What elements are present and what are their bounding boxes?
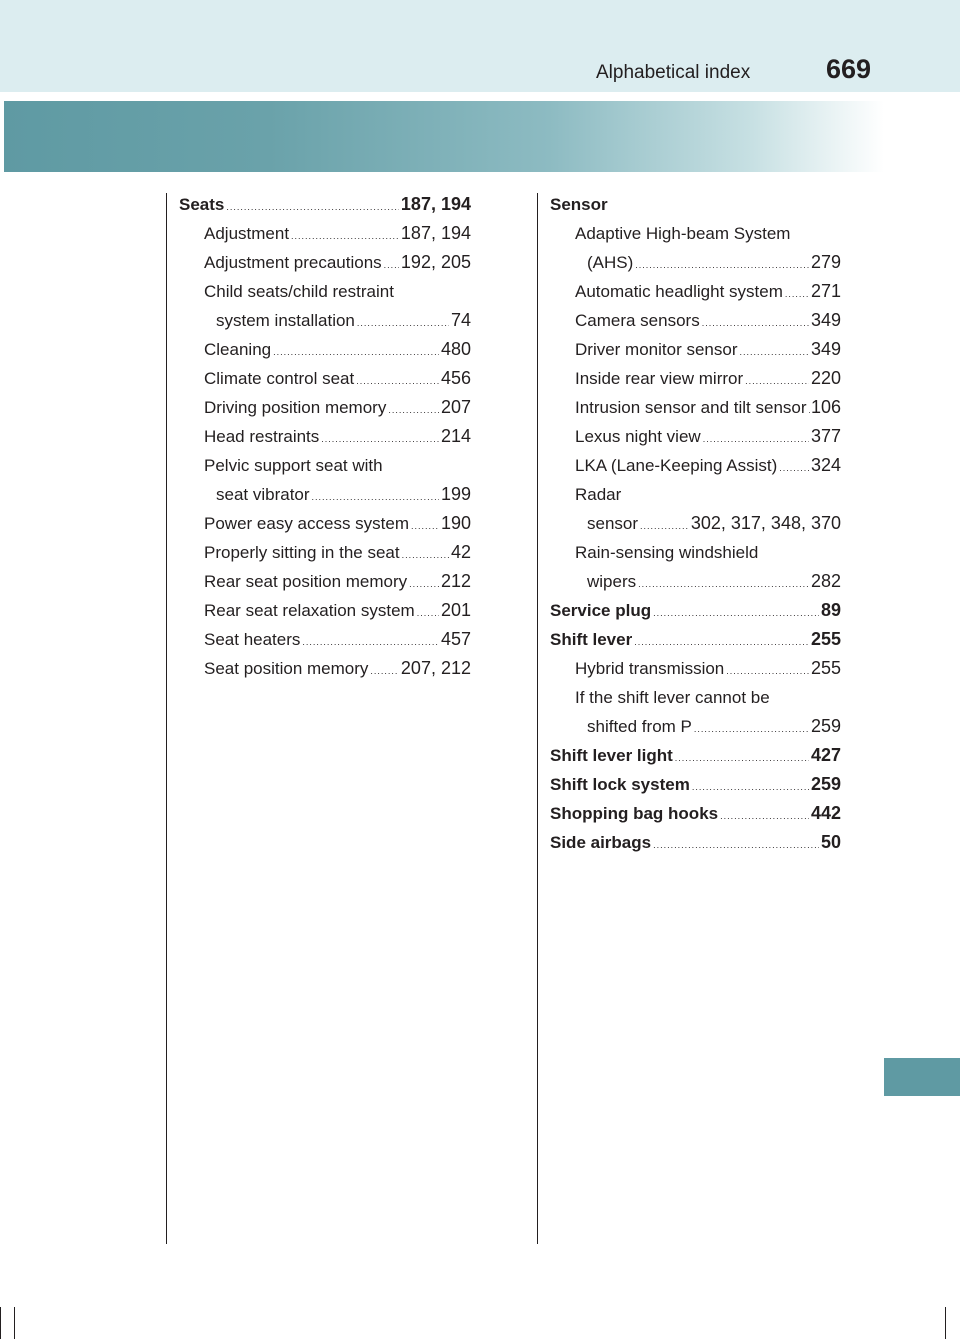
dot-leader [740, 338, 809, 367]
index-entry-label: Head restraints [204, 427, 320, 446]
index-entry-label: seat vibrator [216, 485, 310, 504]
index-entry-heading: Rain-sensing windshield [575, 543, 759, 562]
index-entry-page[interactable]: 106 [810, 397, 841, 417]
index-entry-label: Shopping bag hooks [550, 804, 719, 823]
index-entry-page[interactable]: 214 [440, 426, 471, 446]
index-entry-page[interactable]: 456 [440, 368, 471, 388]
dot-leader [634, 628, 809, 657]
index-entry [550, 596, 841, 625]
dot-leader [638, 570, 809, 599]
index-entry-page[interactable]: 187, 194 [400, 223, 471, 243]
index-entry-page[interactable]: 50 [820, 832, 841, 852]
index-entry-label: Lexus night view [575, 427, 701, 446]
index-entry-label: Rear seat position memory [204, 572, 408, 591]
index-entry-label: Seats [179, 195, 225, 214]
index-entry [179, 190, 471, 219]
dot-leader [402, 541, 449, 570]
index-entry-heading: Child seats/child restraint [204, 282, 394, 301]
dot-leader [370, 657, 399, 686]
dot-leader [653, 599, 819, 628]
index-entry-page[interactable]: 207, 212 [400, 658, 471, 678]
header-band [0, 0, 960, 92]
dot-leader [417, 599, 439, 628]
dot-leader [720, 802, 809, 831]
index-entry-page[interactable]: 442 [810, 803, 841, 823]
index-entry [179, 422, 471, 451]
index-entry-heading: Pelvic support seat with [204, 456, 383, 475]
index-entry [550, 654, 841, 683]
index-entry-page[interactable]: 427 [810, 745, 841, 765]
index-entry-label: Automatic headlight system [575, 282, 783, 301]
section-title: Alphabetical index [596, 62, 751, 83]
dot-leader [356, 367, 439, 396]
dot-leader [384, 251, 399, 280]
dot-leader [302, 628, 439, 657]
index-entry [550, 422, 841, 451]
section-thumb-tab [884, 1058, 960, 1096]
index-entry-heading: Sensor [550, 195, 608, 214]
dot-leader [703, 425, 809, 454]
index-entry-label: system installation [216, 311, 355, 330]
index-entry [179, 480, 471, 509]
index-entry-page[interactable]: 457 [440, 629, 471, 649]
index-entry-page[interactable]: 255 [810, 629, 841, 649]
index-entry-label: Shift lever [550, 630, 633, 649]
page-number: 669 [826, 54, 872, 84]
index-entry [179, 364, 471, 393]
dot-leader [702, 309, 809, 338]
index-column-right [550, 190, 841, 857]
index-entry-label: Shift lever light [550, 746, 673, 765]
index-entry-label: (AHS) [587, 253, 634, 272]
index-entry-label: Driving position memory [204, 398, 387, 417]
index-entry-page[interactable]: 377 [810, 426, 841, 446]
index-entry-heading: Adaptive High-beam System [575, 224, 791, 243]
index-entry [550, 712, 841, 741]
index-entry [550, 364, 841, 393]
index-entry-page[interactable]: 212 [440, 571, 471, 591]
index-entry-label: wipers [587, 572, 637, 591]
index-entry-label: LKA (Lane-Keeping Assist) [575, 456, 778, 475]
index-entry-page[interactable]: 324 [810, 455, 841, 475]
index-entry [550, 335, 841, 364]
index-entry [550, 828, 841, 857]
dot-leader [312, 483, 439, 512]
dot-leader [779, 454, 809, 483]
index-entry [179, 393, 471, 422]
index-entry-label: Cleaning [204, 340, 272, 359]
index-entry-label: Power easy access system [204, 514, 410, 533]
index-entry-page[interactable]: 271 [810, 281, 841, 301]
dot-leader [675, 744, 809, 773]
dot-leader [653, 831, 819, 860]
index-entry-label: Adjustment precautions [204, 253, 382, 272]
index-entry [550, 741, 841, 770]
index-entry [179, 596, 471, 625]
index-entry [550, 567, 841, 596]
column-divider-left [166, 193, 167, 1244]
index-entry [550, 393, 841, 422]
index-entry-label: sensor [587, 514, 639, 533]
index-entry [550, 625, 841, 654]
index-entry-page[interactable]: 192, 205 [400, 252, 471, 272]
dot-leader [640, 512, 689, 541]
index-entry [550, 770, 841, 799]
index-entry-page[interactable]: 190 [440, 513, 471, 533]
dot-leader [745, 367, 809, 396]
index-entry-heading: Radar [575, 485, 622, 504]
index-entry-label: Climate control seat [204, 369, 355, 388]
index-entry [179, 509, 471, 538]
section-banner [4, 101, 884, 172]
dot-leader [226, 193, 399, 222]
index-entry [179, 219, 471, 248]
index-entry-label: Service plug [550, 601, 652, 620]
index-entry-page[interactable]: 259 [810, 774, 841, 794]
dot-leader [357, 309, 449, 338]
index-entry-page[interactable]: 187, 194 [400, 194, 471, 214]
index-entry-page[interactable]: 480 [440, 339, 471, 359]
index-entry-label: Properly sitting in the seat [204, 543, 400, 562]
index-entry [550, 306, 841, 335]
index-entry-page[interactable]: 89 [820, 600, 841, 620]
index-entry-label: Camera sensors [575, 311, 700, 330]
index-entry [179, 654, 471, 683]
dot-leader [409, 570, 439, 599]
dot-leader [692, 773, 809, 802]
index-entry-page[interactable]: 74 [450, 310, 471, 330]
index-entry-label: Driver monitor sensor [575, 340, 738, 359]
dot-leader [291, 222, 399, 251]
index-entry-page[interactable]: 279 [810, 252, 841, 272]
crop-mark [0, 1307, 1, 1339]
index-entry [550, 799, 841, 828]
column-divider-middle [537, 193, 538, 1244]
index-entry-page[interactable]: 349 [810, 339, 841, 359]
index-entry-page[interactable]: 259 [810, 716, 841, 736]
index-entry-page[interactable]: 302, 317, 348, 370 [690, 513, 841, 533]
dot-leader [321, 425, 439, 454]
dot-leader [388, 396, 439, 425]
index-entry [550, 277, 841, 306]
index-entry-label: Rear seat relaxation system [204, 601, 415, 620]
index-entry [179, 248, 471, 277]
dot-leader [694, 715, 809, 744]
index-entry-label: Seat heaters [204, 630, 301, 649]
index-entry-heading: If the shift lever cannot be [575, 688, 770, 707]
index-entry-page[interactable]: 201 [440, 600, 471, 620]
index-entry-page[interactable]: 199 [440, 484, 471, 504]
index-entry-label: Intrusion sensor and tilt sensor [575, 398, 807, 417]
index-entry [179, 567, 471, 596]
index-entry [550, 451, 841, 480]
index-entry [179, 538, 471, 567]
index-entry [179, 335, 471, 364]
index-entry-page[interactable]: 255 [810, 658, 841, 678]
index-entry [550, 509, 841, 538]
index-entry-label: shifted from P [587, 717, 692, 736]
index-entry [179, 625, 471, 654]
index-entry-page[interactable]: 42 [450, 542, 471, 562]
index-entry-page[interactable]: 220 [810, 368, 841, 388]
crop-mark [14, 1307, 15, 1339]
index-entry [179, 306, 471, 335]
dot-leader [411, 512, 439, 541]
index-entry-label: Shift lock system [550, 775, 690, 794]
index-column-left [179, 190, 471, 683]
dot-leader [785, 280, 809, 309]
index-entry-label: Side airbags [550, 833, 652, 852]
dot-leader [726, 657, 809, 686]
index-entry-label: Seat position memory [204, 659, 369, 678]
index-entry-label: Adjustment [204, 224, 290, 243]
index-entry [550, 248, 841, 277]
dot-leader [273, 338, 439, 367]
index-entry-page[interactable]: 282 [810, 571, 841, 591]
index-entry-page[interactable]: 349 [810, 310, 841, 330]
crop-mark [945, 1307, 946, 1339]
index-entry-label: Hybrid transmission [575, 659, 725, 678]
index-entry-page[interactable]: 207 [440, 397, 471, 417]
index-entry-label: Inside rear view mirror [575, 369, 744, 388]
dot-leader [635, 251, 809, 280]
